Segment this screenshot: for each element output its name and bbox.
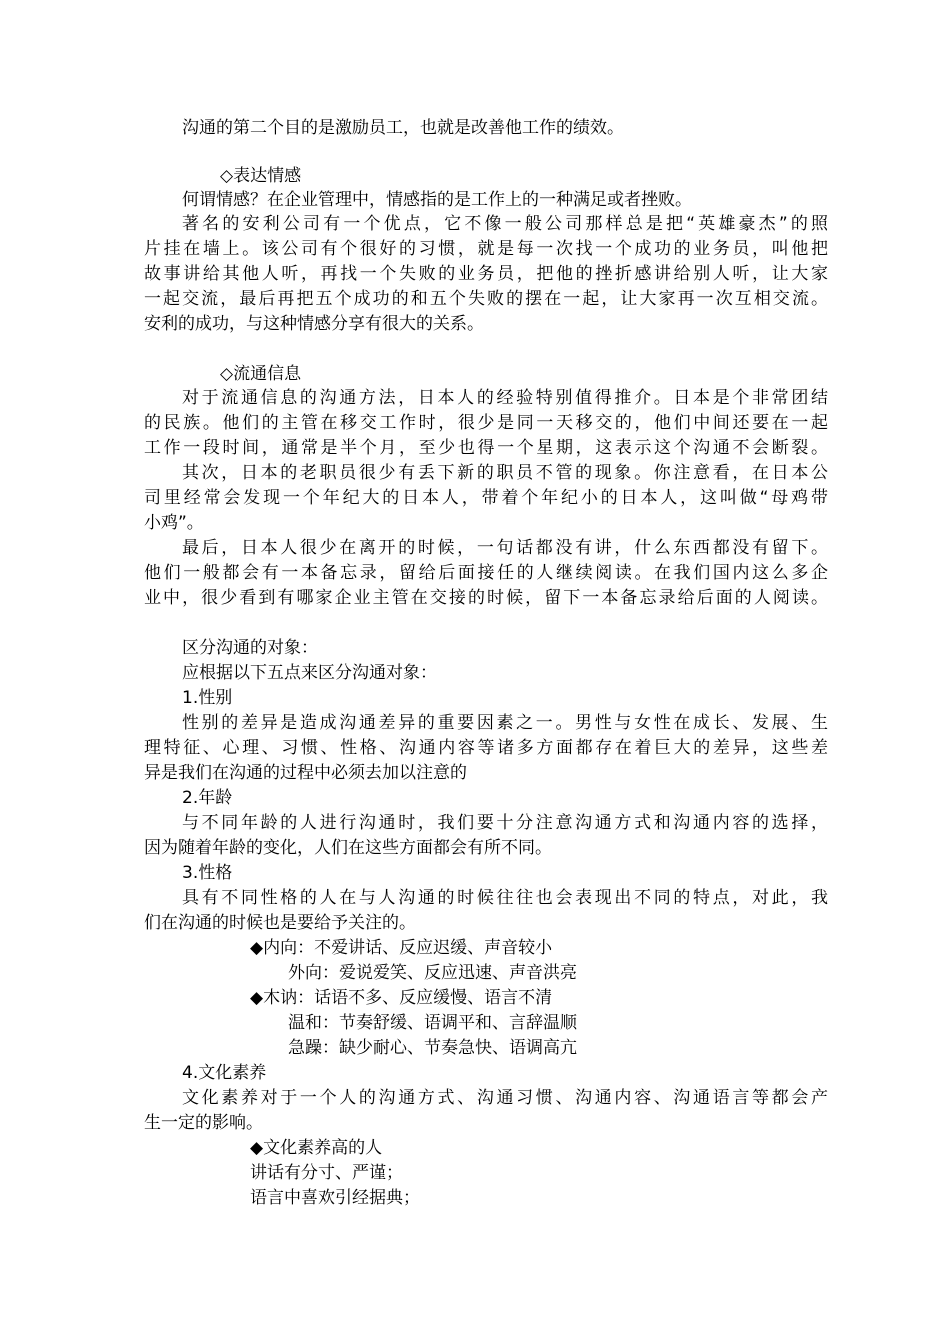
sub-item: 急躁：缺少耐心、节奏急快、语调高亢	[288, 1038, 577, 1058]
sub-item: 语言中喜欢引经据典；	[250, 1188, 420, 1208]
section-heading-express-emotion: ◇表达情感	[220, 166, 302, 186]
paragraph-line: 性别的差异是造成沟通差异的重要因素之一。男性与女性在成长、发展、生	[182, 713, 828, 733]
paragraph-line: 沟通的第二个目的是激励员工，也就是改善他工作的绩效。	[182, 118, 624, 138]
paragraph-line: 理特征、心理、习惯、性格、沟通内容等诸多方面都存在着巨大的差异，这些差	[144, 738, 828, 758]
paragraph-line: 与不同年龄的人进行沟通时，我们要十分注意沟通方式和沟通内容的选择，	[182, 813, 828, 833]
paragraph-line: 司里经常会发现一个年纪大的日本人，带着个年纪小的日本人，这叫做“母鸡带	[144, 488, 828, 508]
paragraph-line: 工作一段时间，通常是半个月，至少也得一个星期，这表示这个沟通不会断裂。	[144, 438, 828, 458]
bullet-item: ◆文化素养高的人	[250, 1138, 383, 1158]
section-heading-audience: 区分沟通的对象：	[182, 638, 318, 658]
sub-item: 外向：爱说爱笑、反应迅速、声音洪亮	[288, 963, 577, 983]
sub-item: 讲话有分寸、严谨；	[250, 1163, 403, 1183]
paragraph-line: 生一定的影响。	[144, 1113, 263, 1133]
paragraph-line: 最后，日本人很少在离开的时候，一句话都没有讲，什么东西都没有留下。	[182, 538, 828, 558]
paragraph-line: 小鸡”。	[144, 513, 204, 533]
paragraph-line: 们在沟通的时候也是要给予关注的。	[144, 913, 416, 933]
sub-item: 温和：节奏舒缓、语调平和、言辞温顺	[288, 1013, 577, 1033]
paragraph-line: 的民族。他们的主管在移交工作时，很少是同一天移交的，他们中间还要在一起	[144, 413, 828, 433]
paragraph-line: 异是我们在沟通的过程中必须去加以注意的	[144, 763, 467, 783]
paragraph-line: 他们一般都会有一本备忘录，留给后面接任的人继续阅读。在我们国内这么多企	[144, 563, 828, 583]
paragraph-line: 片挂在墙上。该公司有个很好的习惯，就是每一次找一个成功的业务员，叫他把	[144, 239, 828, 259]
paragraph-line: 何谓情感？在企业管理中，情感指的是工作上的一种满足或者挫败。	[182, 190, 692, 210]
paragraph-line: 应根据以下五点来区分沟通对象：	[182, 663, 437, 683]
paragraph-line: 著名的安利公司有一个优点，它不像一般公司那样总是把“英雄豪杰”的照	[182, 214, 828, 234]
paragraph-line: 故事讲给其他人听，再找一个失败的业务员，把他的挫折感讲给别人听，让大家	[144, 264, 828, 284]
paragraph-line: 对于流通信息的沟通方法，日本人的经验特别值得推介。日本是个非常团结	[182, 388, 828, 408]
section-heading-share-information: ◇流通信息	[220, 364, 302, 384]
paragraph-line: 具有不同性格的人在与人沟通的时候往往也会表现出不同的特点，对此，我	[182, 888, 828, 908]
paragraph-line: 因为随着年龄的变化，人们在这些方面都会有所不同。	[144, 838, 552, 858]
list-heading-gender: 1.性别	[182, 688, 233, 708]
list-heading-culture: 4.文化素养	[182, 1063, 267, 1083]
list-heading-age: 2.年龄	[182, 788, 233, 808]
paragraph-line: 安利的成功，与这种情感分享有很大的关系。	[144, 314, 484, 334]
paragraph-line: 其次，日本的老职员很少有丢下新的职员不管的现象。你注意看，在日本公	[182, 463, 828, 483]
bullet-item: ◆内向：不爱讲话、反应迟缓、声音较小	[250, 938, 553, 958]
paragraph-line: 一起交流，最后再把五个成功的和五个失败的摆在一起，让大家再一次互相交流。	[144, 289, 828, 309]
list-heading-personality: 3.性格	[182, 863, 233, 883]
paragraph-line: 文化素养对于一个人的沟通方式、沟通习惯、沟通内容、沟通语言等都会产	[182, 1088, 828, 1108]
bullet-item: ◆木讷：话语不多、反应缓慢、语言不清	[250, 988, 553, 1008]
paragraph-line: 业中，很少看到有哪家企业主管在交接的时候，留下一本备忘录给后面的人阅读。	[144, 588, 828, 608]
